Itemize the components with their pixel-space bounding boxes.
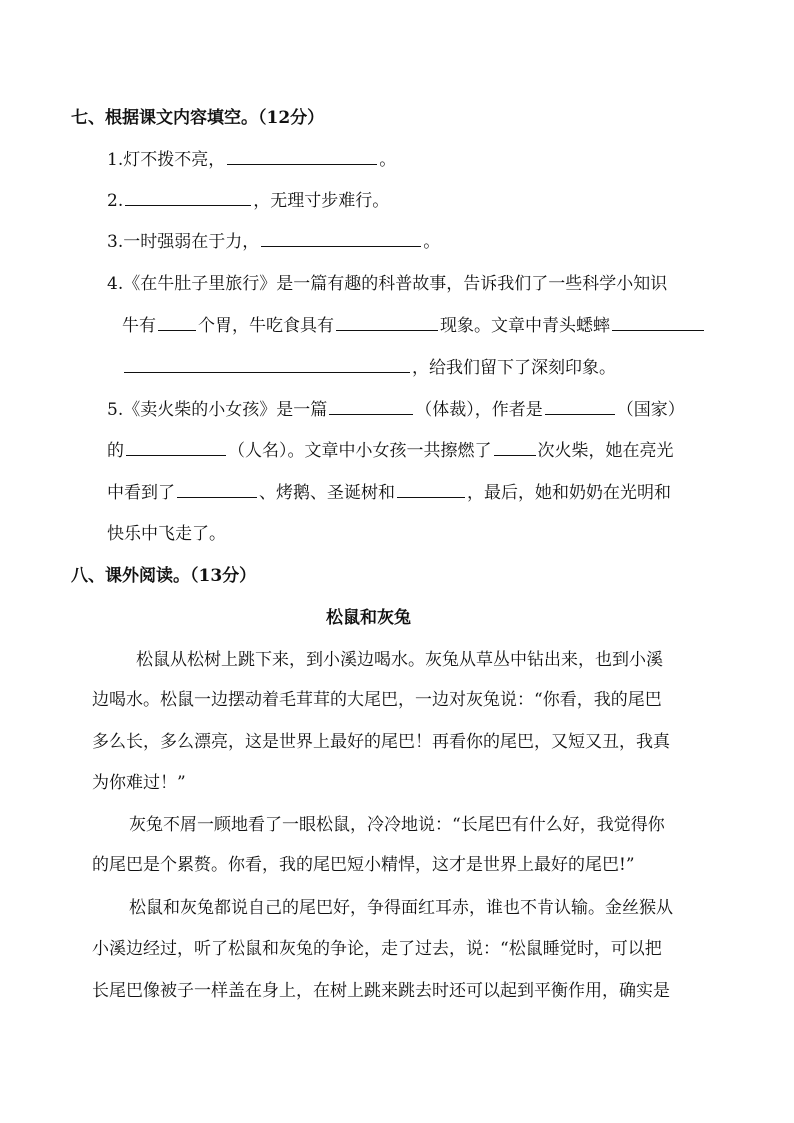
story-p1-line4: 为你难过！” xyxy=(92,773,186,793)
q5-line3 xyxy=(107,481,671,505)
q4-cricket-blank-2[interactable] xyxy=(124,356,410,373)
q4-text-a: 牛有 xyxy=(122,316,156,336)
q3-line xyxy=(107,230,440,254)
q5-text-b: （体裁），作者是 xyxy=(415,400,543,420)
story-p3-line1: 松鼠和灰兔都说自己的尾巴好，争得面红耳赤，谁也不肯认输。金丝猴从 xyxy=(129,898,673,918)
section8-heading: 八、课外阅读。（13分） xyxy=(71,566,257,586)
q5-text-a: 5.《卖火柴的小女孩》是一篇 xyxy=(107,400,328,420)
q5-text-c: （国家） xyxy=(616,400,685,420)
story-p2-line2: 的尾巴是个累赘。你看，我的尾巴短小精悍，这才是世界上最好的尾巴!” xyxy=(92,855,635,875)
q1-prefix: 1.灯不拨不亮， xyxy=(107,150,226,170)
q1-suffix: 。 xyxy=(379,150,397,170)
q2-suffix: ，无理寸步难行。 xyxy=(253,191,390,211)
q5-text-h: 、烤鹅、圣诞树和 xyxy=(259,483,395,503)
q4-text-b: 个胃，牛吃食具有 xyxy=(198,316,334,336)
story-p1-line2: 边喝水。松鼠一边摆动着毛茸茸的大尾巴，一边对灰兔说：“你看，我的尾巴 xyxy=(92,690,662,710)
q2-answer-blank[interactable] xyxy=(125,189,251,206)
q5-author-blank[interactable] xyxy=(126,439,226,456)
q5-text-d: 的 xyxy=(107,441,124,461)
story-title: 松鼠和灰兔 xyxy=(326,608,411,628)
q4-cricket-blank-1[interactable] xyxy=(612,314,704,331)
story-p2-line1: 灰兔不屑一顾地看了一眼松鼠，冷冷地说：“长尾巴有什么好，我觉得你 xyxy=(129,815,665,835)
q4-line1: 4.《在牛肚子里旅行》是一篇有趣的科普故事，告诉我们了一些科学小知识 xyxy=(107,274,668,294)
q1-answer-blank[interactable] xyxy=(227,148,377,165)
q5-line4: 快乐中飞走了。 xyxy=(107,524,226,544)
q5-line2 xyxy=(107,439,674,463)
q5-match-count-blank[interactable] xyxy=(494,439,536,456)
q5-text-i: ，最后，她和奶奶在光明和 xyxy=(467,483,671,503)
q5-text-e: （人名）。文章中小女孩一共擦燃了 xyxy=(228,441,492,461)
q5-genre-blank[interactable] xyxy=(329,398,413,415)
q3-prefix: 3.一时强弱在于力， xyxy=(107,232,260,252)
q5-line1 xyxy=(107,398,685,422)
q4-phenomenon-blank[interactable] xyxy=(336,314,438,331)
story-p3-line2: 小溪边经过，听了松鼠和灰兔的争论，走了过去，说：“松鼠睡觉时，可以把 xyxy=(92,939,662,959)
q2-line xyxy=(107,189,389,213)
q3-answer-blank[interactable] xyxy=(261,230,421,247)
q5-country-blank[interactable] xyxy=(545,398,615,415)
section7-heading: 七、根据课文内容填空。（12分） xyxy=(71,108,325,128)
q4-line2 xyxy=(122,314,706,338)
q4-text-c: 现象。文章中青头蟋蟀 xyxy=(440,316,610,336)
q4-line3-suffix: ，给我们留下了深刻印象。 xyxy=(412,358,616,378)
q2-prefix: 2. xyxy=(107,191,124,211)
q3-suffix: 。 xyxy=(423,232,441,252)
q5-text-g: 中看到了 xyxy=(107,483,175,503)
story-p1-line1: 松鼠从松树上跳下来，到小溪边喝水。灰兔从草丛中钻出来，也到小溪 xyxy=(136,650,663,670)
q4-line3 xyxy=(122,356,616,380)
q4-stomach-count-blank[interactable] xyxy=(158,314,196,331)
q1-line xyxy=(107,148,396,172)
story-p3-line3: 长尾巴像被子一样盖在身上，在树上跳来跳去时还可以起到平衡作用，确实是 xyxy=(92,981,670,1001)
q5-saw-blank-2[interactable] xyxy=(397,481,465,498)
story-p1-line3: 多么长，多么漂亮，这是世界上最好的尾巴！再看你的尾巴，又短又丑，我真 xyxy=(92,732,670,752)
q5-text-f: 次火柴，她在亮光 xyxy=(537,441,674,461)
q5-saw-blank-1[interactable] xyxy=(177,481,257,498)
